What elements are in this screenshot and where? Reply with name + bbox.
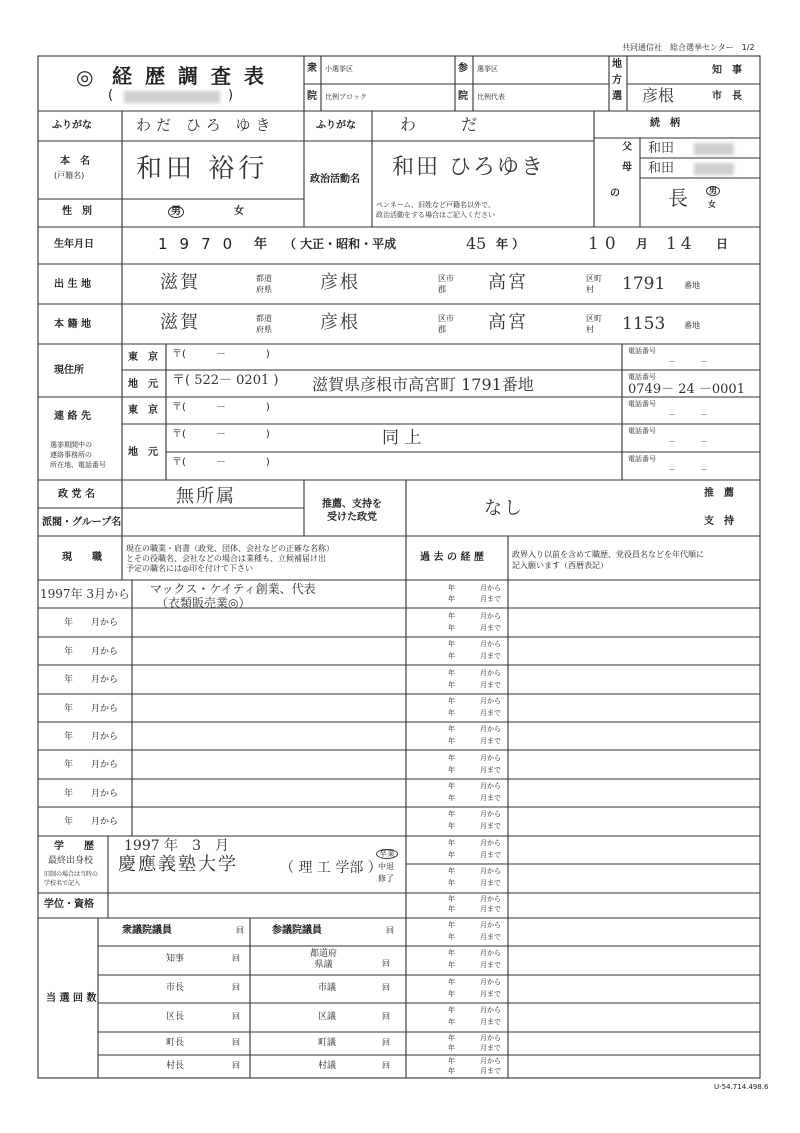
chiji-label: 知 事 xyxy=(712,65,742,76)
past-made: 月まで xyxy=(480,1067,501,1075)
birth-era-year: 45 xyxy=(466,234,487,253)
seiji-katsudo-label: 政治活動名 xyxy=(310,174,360,185)
redacted-father xyxy=(694,143,734,155)
past-nen: 年 xyxy=(448,612,455,620)
past-nen: 年 xyxy=(448,1006,455,1014)
past-made: 月まで xyxy=(480,822,501,830)
redacted-mother xyxy=(694,163,734,175)
past-kara: 月から xyxy=(480,669,501,677)
sangiin-label: 参議院議員 xyxy=(272,925,322,936)
birth-pref: 滋賀 xyxy=(160,272,200,293)
furigana-value: わだ ひろ ゆき xyxy=(136,116,276,134)
birth-city: 彦根 xyxy=(320,272,360,293)
seito-value: 無所属 xyxy=(176,486,236,507)
genshoku-note: 現在の職業・肩書（政党、団体、会社などの正確な名称） とその役職名、会社などの場合は業種も、立候補届け出 予定の職名には◎印を付けて下さい xyxy=(126,544,334,573)
tsuki-label: 月 xyxy=(636,237,649,251)
renrakusaki-label: 連 絡 先 xyxy=(54,411,91,422)
past-nen: 年 xyxy=(448,961,455,969)
past-nen: 年 xyxy=(448,709,455,717)
zokugara-value: 長 xyxy=(668,186,688,210)
banchi-label-2: 番地 xyxy=(684,321,700,330)
past-nen: 年 xyxy=(448,839,455,847)
career-line-2: （衣類販売業◎） xyxy=(156,596,251,610)
kucho-count-label: 区長 xyxy=(166,1012,185,1022)
past-made: 月まで xyxy=(480,624,501,632)
past-nen: 年 xyxy=(448,669,455,677)
past-kara: 月から xyxy=(480,895,501,903)
past-kara: 月から xyxy=(480,839,501,847)
tosen-label: 当 選 回 数 xyxy=(46,993,97,1004)
banchi-label-1: 番地 xyxy=(684,281,700,290)
past-kara: 月から xyxy=(480,584,501,592)
furigana2-label: ふりがな xyxy=(316,120,356,131)
past-nen: 年 xyxy=(448,584,455,592)
past-made: 月まで xyxy=(480,905,501,913)
jimoto-tel-2: － － xyxy=(668,437,708,446)
chiji-kai: 回 xyxy=(232,954,240,963)
past-nen: 年 xyxy=(448,640,455,648)
past-nen: 年 xyxy=(448,681,455,689)
past-made: 月まで xyxy=(480,681,501,689)
kengi-kai: 回 xyxy=(382,959,390,968)
mother-value: 和田 xyxy=(648,161,675,176)
hirei-daihyo-label: 比例代表 xyxy=(477,93,505,101)
past-nen: 年 xyxy=(448,652,455,660)
shu-char: 衆 xyxy=(307,63,317,74)
suisen-r-label: 推 薦 xyxy=(704,488,734,499)
soncho-kai: 回 xyxy=(232,1061,240,1070)
shigi-count-label: 市議 xyxy=(318,983,337,993)
shigi-kai: 回 xyxy=(382,983,390,992)
cho-son-label-1: 区町 村 xyxy=(586,274,602,294)
renraku-note: 選挙期間中の 連絡事務所の 所在地、電話番号 xyxy=(50,441,106,469)
tokyo-label-1: 東 京 xyxy=(128,352,158,363)
genjusho-label: 現住所 xyxy=(54,365,84,376)
past-kara: 月から xyxy=(480,949,501,957)
father-value: 和田 xyxy=(648,141,675,156)
todofuken-label-2: 都道 府県 xyxy=(256,314,272,334)
pen-note-1: ペンネーム、旧姓など戸籍名以外で、 xyxy=(376,201,495,209)
past-kara: 月から xyxy=(480,867,501,875)
past-kara: 月から xyxy=(480,1057,501,1065)
past-nen: 年 xyxy=(448,810,455,818)
kako-label: 過 去 の 経 歴 xyxy=(420,552,484,563)
todofuken-label-1: 都道 府県 xyxy=(256,274,272,294)
nen-paren-label: 年 ） xyxy=(496,237,525,251)
haha-label: 母 xyxy=(622,162,632,173)
seinengappi-label: 生年月日 xyxy=(54,239,94,250)
shuryo-option: 修了 xyxy=(378,874,394,883)
past-made: 月まで xyxy=(480,794,501,802)
past-made: 月まで xyxy=(480,879,501,887)
shi-gun-label-2: 区市 郡 xyxy=(438,314,454,334)
birth-day: 14 xyxy=(666,234,696,254)
saishu-label: 最終出身校 xyxy=(48,856,94,866)
tokyo-postal-2: 〒( － ) xyxy=(172,402,270,413)
san-char: 参 xyxy=(458,63,468,74)
past-nen: 年 xyxy=(448,737,455,745)
past-nen: 年 xyxy=(448,905,455,913)
past-nen: 年 xyxy=(448,1067,455,1075)
title-paren-close: ) xyxy=(228,88,234,103)
songi-kai: 回 xyxy=(382,1061,390,1070)
past-nen: 年 xyxy=(448,1044,455,1052)
past-kara: 月から xyxy=(480,725,501,733)
past-made: 月まで xyxy=(480,652,501,660)
past-made: 月まで xyxy=(480,709,501,717)
gakui-label: 学位・資格 xyxy=(44,899,94,910)
past-nen: 年 xyxy=(448,933,455,941)
tokyo-postal-1: 〒( － ) xyxy=(172,349,270,360)
past-nen: 年 xyxy=(448,1018,455,1026)
doc-id: U-54.714.498.6 xyxy=(714,1083,769,1091)
chocho-count-label: 町長 xyxy=(166,1038,185,1048)
honseki-pref: 滋賀 xyxy=(160,312,200,333)
past-kara: 月から xyxy=(480,978,501,986)
hirei-block-label: 比例ブロック xyxy=(325,93,367,101)
furigana-label: ふりがな xyxy=(52,120,92,131)
shicho-city: 彦根 xyxy=(642,86,675,105)
past-nen: 年 xyxy=(448,822,455,830)
gender-female: 女 xyxy=(234,206,244,217)
honseki-banchi: 1153 xyxy=(622,314,666,334)
sangiin-kai: 回 xyxy=(386,926,394,935)
genshoku-label: 現 職 xyxy=(62,552,102,563)
kugi-kai: 回 xyxy=(382,1012,390,1021)
honmyo-label: 本 名 xyxy=(60,156,90,167)
shosenkyoku-label: 小選挙区 xyxy=(325,65,353,73)
past-nen: 年 xyxy=(448,697,455,705)
career-from-2: 年 月から xyxy=(64,618,119,628)
past-nen: 年 xyxy=(448,867,455,875)
past-kara: 月から xyxy=(480,810,501,818)
senkyoku-label: 選挙区 xyxy=(477,65,498,73)
career-line-1: マックス・ケイティ創業、代表 xyxy=(150,582,316,596)
past-nen: 年 xyxy=(448,879,455,887)
local-char-2: 方 xyxy=(612,75,622,86)
past-kara: 月から xyxy=(480,612,501,620)
faculty-value: （ 理 工 学部 ） xyxy=(280,860,382,876)
past-made: 月まで xyxy=(480,961,501,969)
past-made: 月まで xyxy=(480,851,501,859)
tokyo-tel-label-2: 電話番号 xyxy=(628,400,656,408)
past-kara: 月から xyxy=(480,697,501,705)
shi-gun-label-1: 区市 郡 xyxy=(438,274,454,294)
shicho-count-label: 市長 xyxy=(166,983,185,993)
tokyo-label-2: 東 京 xyxy=(128,405,158,416)
grad-year: 1997 年 3 月 xyxy=(124,838,229,854)
kengi-count-label: 都道府 県議 xyxy=(310,949,338,970)
seito-label: 政 党 名 xyxy=(58,489,95,500)
past-kara: 月から xyxy=(480,921,501,929)
past-nen: 年 xyxy=(448,794,455,802)
past-kara: 月から xyxy=(480,1006,501,1014)
past-made: 月まで xyxy=(480,595,501,603)
suisen-label: 推薦、支持を 受けた政党 xyxy=(322,499,382,523)
tokyo-tel-2: － － xyxy=(668,410,708,419)
title-mark: ◎ xyxy=(76,65,94,89)
honseki-town: 高宮 xyxy=(488,312,528,333)
era-label: （ 大正・昭和・平成 xyxy=(284,237,397,251)
past-nen: 年 xyxy=(448,754,455,762)
kugi-count-label: 区議 xyxy=(318,1012,337,1022)
past-made: 月まで xyxy=(480,1018,501,1026)
cho-son-label-2: 区町 村 xyxy=(586,314,602,334)
honseki-city: 彦根 xyxy=(320,312,360,333)
past-nen: 年 xyxy=(448,782,455,790)
agency-header: 共同通信社 総合選挙センター 1/2 xyxy=(622,43,755,52)
koseki-label: (戸籍名) xyxy=(54,171,85,180)
jimoto-tel: 0749－ 24 －0001 xyxy=(628,382,745,397)
page-title: 経 歴 調 査 表 xyxy=(112,64,267,88)
past-kara: 月から xyxy=(480,1034,501,1042)
songi-count-label: 村議 xyxy=(318,1061,337,1071)
past-nen: 年 xyxy=(448,851,455,859)
zokugara-male: 男 xyxy=(706,186,720,196)
school-value: 慶應義塾大学 xyxy=(118,854,238,875)
jimoto-tel-label-2: 電話番号 xyxy=(628,427,656,435)
career-year: 1997年 3月から xyxy=(40,587,130,601)
jimoto-tel-3: － － xyxy=(668,465,708,474)
jimoto-label-1: 地 元 xyxy=(128,379,158,390)
chogi-count-label: 町議 xyxy=(318,1038,337,1048)
zokugara-label: 続 柄 xyxy=(650,118,680,129)
past-made: 月まで xyxy=(480,737,501,745)
jimoto-tel-label: 電話番号 xyxy=(628,373,656,381)
chogi-kai: 回 xyxy=(382,1038,390,1047)
past-nen: 年 xyxy=(448,978,455,986)
chutai-option: 中退 xyxy=(378,862,394,871)
katsudo-value: 和田 ひろゆき xyxy=(392,155,545,180)
past-nen: 年 xyxy=(448,921,455,929)
honsekichi-label: 本 籍 地 xyxy=(54,319,91,330)
past-nen: 年 xyxy=(448,624,455,632)
jimoto-address: 滋賀県彦根市高宮町 1791番地 xyxy=(312,375,534,394)
past-nen: 年 xyxy=(448,990,455,998)
past-made: 月まで xyxy=(480,990,501,998)
shusseichi-label: 出 生 地 xyxy=(54,279,91,290)
past-nen: 年 xyxy=(448,949,455,957)
chocho-kai: 回 xyxy=(232,1038,240,1047)
birth-town: 高宮 xyxy=(488,272,528,293)
chichi-label: 父 xyxy=(622,142,632,153)
pen-note-2: 政治活動をする場合はご記入ください xyxy=(376,211,495,219)
kucho-kai: 回 xyxy=(232,1012,240,1021)
furigana2-value: わ だ xyxy=(400,115,498,134)
jimoto-postal: 〒( 522－ 0201 ) xyxy=(172,373,279,388)
shicho-label: 市 長 xyxy=(712,91,742,102)
past-made: 月まで xyxy=(480,766,501,774)
in2-char: 院 xyxy=(458,91,468,102)
kako-note: 政界入り以前を含めて職歴、党役員名などを年代順に 記入願います（西暦表記） xyxy=(512,550,704,570)
honmyo-value: 和田 裕行 xyxy=(136,154,269,184)
tokyo-tel-1: － － xyxy=(668,357,708,366)
career-from-5: 年 月から xyxy=(64,704,119,714)
gender-male: 男 xyxy=(168,206,184,218)
no-label: の xyxy=(610,188,620,199)
jimoto-tel-label-3: 電話番号 xyxy=(628,455,656,463)
jimoto-postal-3: 〒( － ) xyxy=(172,457,270,468)
past-nen: 年 xyxy=(448,766,455,774)
shugiin-label: 衆議院議員 xyxy=(122,925,172,936)
hi-label: 日 xyxy=(716,237,729,251)
past-made: 月まで xyxy=(480,1044,501,1052)
in-char: 院 xyxy=(307,91,317,102)
birth-banchi: 1791 xyxy=(622,274,666,294)
local-char-3: 選 xyxy=(612,91,622,102)
past-nen: 年 xyxy=(448,1034,455,1042)
tokyo-tel-label-1: 電話番号 xyxy=(628,347,656,355)
past-nen: 年 xyxy=(448,1057,455,1065)
past-kara: 月から xyxy=(480,754,501,762)
suisen-value: なし xyxy=(484,498,524,519)
career-from-8: 年 月から xyxy=(64,789,119,799)
career-from-3: 年 月から xyxy=(64,647,119,657)
shiji-r-label: 支 持 xyxy=(704,516,734,527)
past-nen: 年 xyxy=(448,725,455,733)
zokugara-female: 女 xyxy=(708,200,716,209)
jimoto-postal-2: 〒( － ) xyxy=(172,429,270,440)
habatsu-label: 派閥・グループ名 xyxy=(42,517,122,528)
seibetsu-label: 性 別 xyxy=(62,206,92,217)
sotsugyo-option: 卒業 xyxy=(376,849,398,859)
gakureki-label: 学 歴 xyxy=(54,841,94,852)
past-nen: 年 xyxy=(448,595,455,603)
past-nen: 年 xyxy=(448,895,455,903)
past-made: 月まで xyxy=(480,933,501,941)
title-paren-open: ( xyxy=(108,88,114,103)
nen-label: 年 xyxy=(254,237,268,252)
past-kara: 月から xyxy=(480,782,501,790)
renraku-same: 同 上 xyxy=(382,428,422,448)
birth-month: 10 xyxy=(588,234,622,254)
redacted-furigana xyxy=(124,91,220,103)
local-char-1: 地 xyxy=(612,59,622,70)
shicho-kai: 回 xyxy=(232,983,240,992)
birth-year: 1970 xyxy=(158,235,245,253)
career-from-6: 年 月から xyxy=(64,732,119,742)
saishu-note: 旧制の場合は当時の 学校名で記入 xyxy=(44,871,99,887)
shugiin-kai: 回 xyxy=(236,926,244,935)
career-from-9: 年 月から xyxy=(64,817,119,827)
jimoto-label-2: 地 元 xyxy=(128,447,158,458)
career-from-4: 年 月から xyxy=(64,675,119,685)
past-kara: 月から xyxy=(480,640,501,648)
soncho-count-label: 村長 xyxy=(166,1061,185,1071)
chiji-count-label: 知事 xyxy=(166,954,185,964)
career-from-7: 年 月から xyxy=(64,760,119,770)
